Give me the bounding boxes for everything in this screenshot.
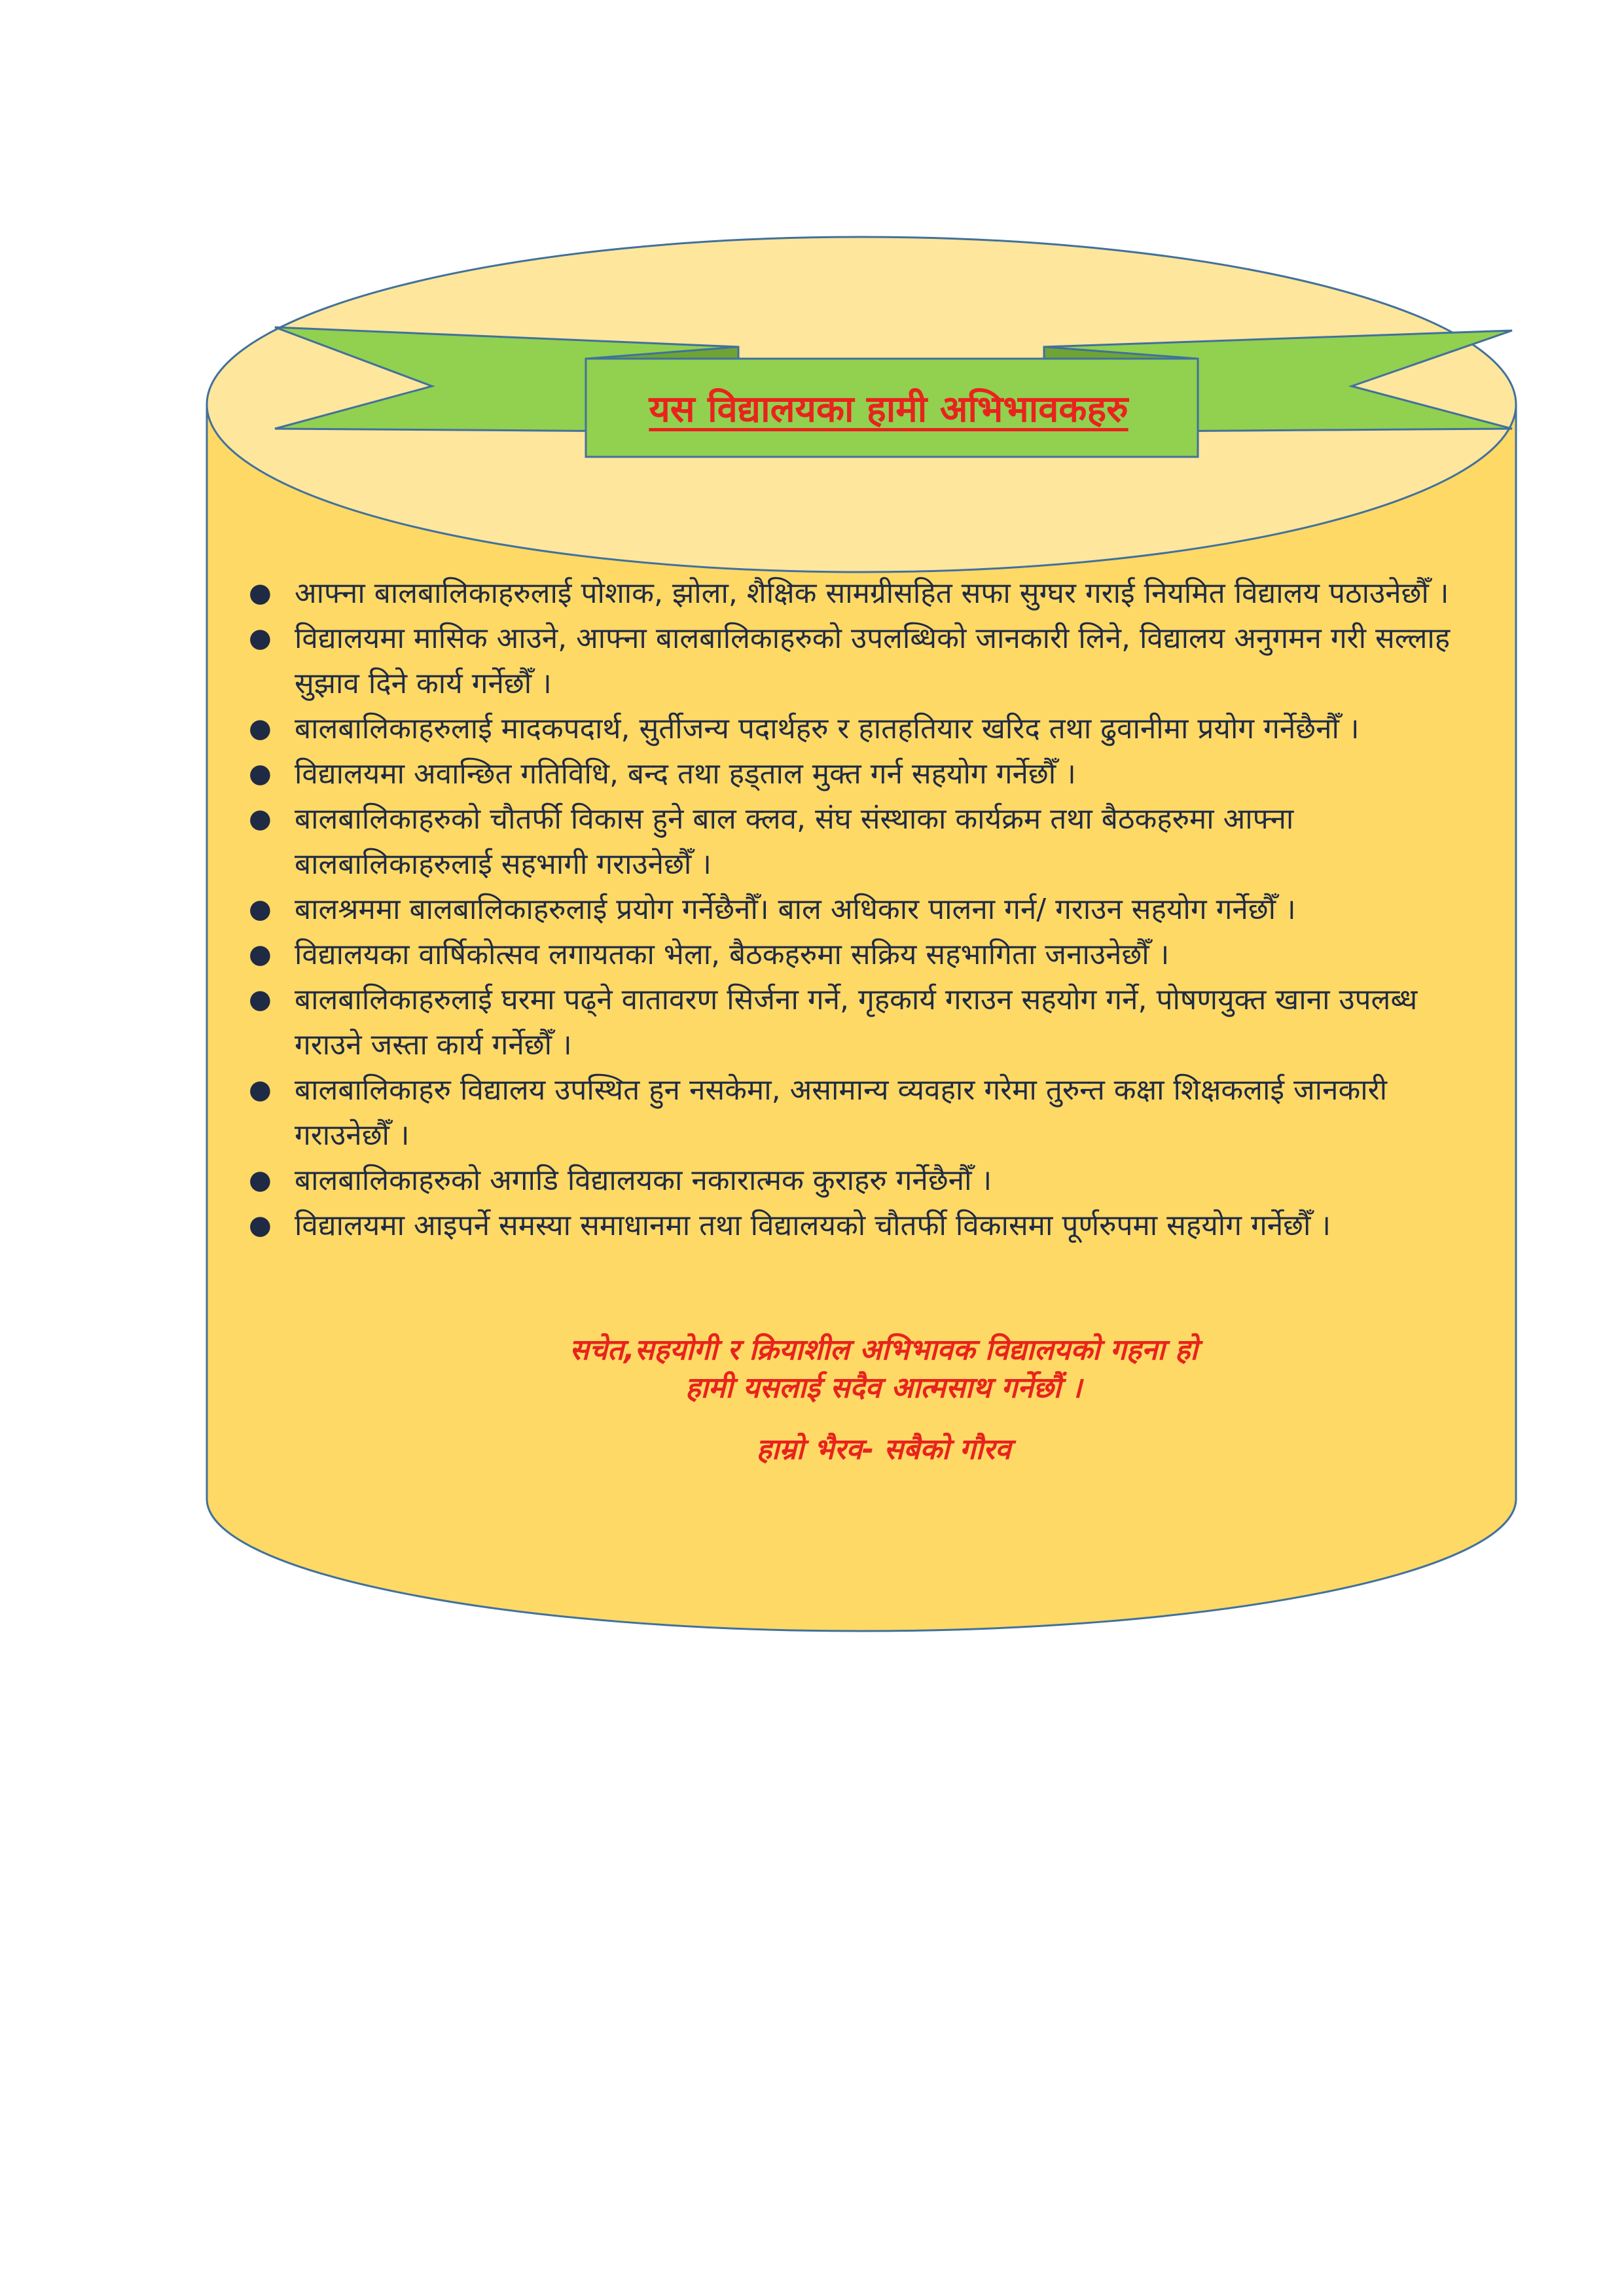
list-item-text: बालबालिकाहरु विद्यालय उपस्थित हुन नसकेमा, असामान्य व्यवहार गरेमा तुरुन्त कक्षा शिक्षकलाई जानकारी गराउनेछौँ । bbox=[295, 1073, 1388, 1152]
list-item bbox=[244, 1067, 1487, 1158]
list-item bbox=[244, 887, 1487, 932]
list-item bbox=[244, 797, 1487, 887]
bullet-icon: ● bbox=[249, 894, 272, 924]
bullet-icon: ● bbox=[249, 578, 272, 608]
motto-line-1: सचेत,सहयोगी र क्रियाशील अभिभावक विद्यालयको गहना हो bbox=[569, 1333, 1198, 1367]
list-item bbox=[244, 706, 1487, 751]
list-item-text: विद्यालयका वार्षिकोत्सव लगायतका भेला, बैठकहरुमा सक्रिय सहभागिता जनाउनेछौँ । bbox=[295, 938, 1170, 971]
list-item-text: विद्यालयमा आइपर्ने समस्या समाधानमा तथा विद्यालयको चौतर्फी विकासमा पूर्णरुपमा सहयोग गर्नेछौँ । bbox=[295, 1209, 1331, 1242]
list-item bbox=[244, 977, 1487, 1067]
list-item bbox=[244, 1158, 1487, 1203]
list-item bbox=[244, 751, 1487, 797]
list-item-text: बालबालिकाहरुलाई घरमा पढ्ने वातावरण सिर्जना गर्ने, गृहकार्य गराउन सहयोग गर्ने, पोषणयुक्त खाना उपलब्ध गराउने जस्ता कार्य गर्नेछौँ । bbox=[295, 983, 1418, 1062]
list-item-text: आफ्ना बालबालिकाहरुलाई पोशाक, झोला, शैक्षिक सामग्रीसहित सफा सुग्घर गराई नियमित विद्यालय पठाउनेछौँ । bbox=[295, 577, 1449, 610]
bullet-icon: ● bbox=[249, 713, 272, 744]
bullet-icon: ● bbox=[249, 1075, 272, 1105]
motto-line-2: हामी यसलाई सदैव आत्मसाथ गर्नेछौं । bbox=[685, 1371, 1082, 1405]
list-item bbox=[244, 932, 1487, 977]
list-item-text: विद्यालयमा मासिक आउने, आफ्ना बालबालिकाहरुको उपलब्धिको जानकारी लिने, विद्यालय अनुगमन गरी सल्लाह सुझाव दिने कार्य गर्नेछौँ । bbox=[295, 622, 1451, 700]
list-item-text: बालबालिकाहरुको चौतर्फी विकास हुने बाल क्लव, संघ संस्थाका कार्यक्रम तथा बैठकहरुमा आफ्ना बालबालिकाहरुलाई सहभागी गराउनेछौँ । bbox=[295, 802, 1294, 881]
pledge-list bbox=[244, 571, 1487, 1248]
bullet-icon: ● bbox=[249, 759, 272, 789]
list-item bbox=[244, 616, 1487, 706]
bullet-icon: ● bbox=[249, 804, 272, 834]
bullet-icon: ● bbox=[249, 623, 272, 653]
bullet-icon: ● bbox=[249, 1210, 272, 1240]
list-item-text: बालबालिकाहरुलाई मादकपदार्थ, सुर्तीजन्य पदार्थहरु र हातहतियार खरिद तथा ढुवानीमा प्रयोग गर्नेछैनौँ । bbox=[295, 712, 1360, 745]
bullet-icon: ● bbox=[249, 1165, 272, 1195]
bullet-icon: ● bbox=[249, 939, 272, 969]
list-item-text: बालबालिकाहरुको अगाडि विद्यालयका नकारात्मक कुराहरु गर्नेछैनौँ । bbox=[295, 1164, 992, 1197]
list-item bbox=[244, 571, 1487, 616]
banner-title: यस विद्यालयका हामी अभिभावकहरु bbox=[649, 388, 1128, 431]
list-item-text: विद्यालयमा अवान्छित गतिविधि, बन्द तथा हड्ताल मुक्त गर्न सहयोग गर्नेछौँ । bbox=[295, 757, 1076, 791]
slogan: हाम्रो भैरव- सबैको गौरव bbox=[756, 1433, 1011, 1466]
list-item bbox=[244, 1203, 1487, 1248]
bullet-icon: ● bbox=[249, 984, 272, 1014]
list-item-text: बालश्रममा बालबालिकाहरुलाई प्रयोग गर्नेछैनौँ। बाल अधिकार पालना गर्न/ गराउन सहयोग गर्नेछौँ । bbox=[295, 893, 1296, 926]
